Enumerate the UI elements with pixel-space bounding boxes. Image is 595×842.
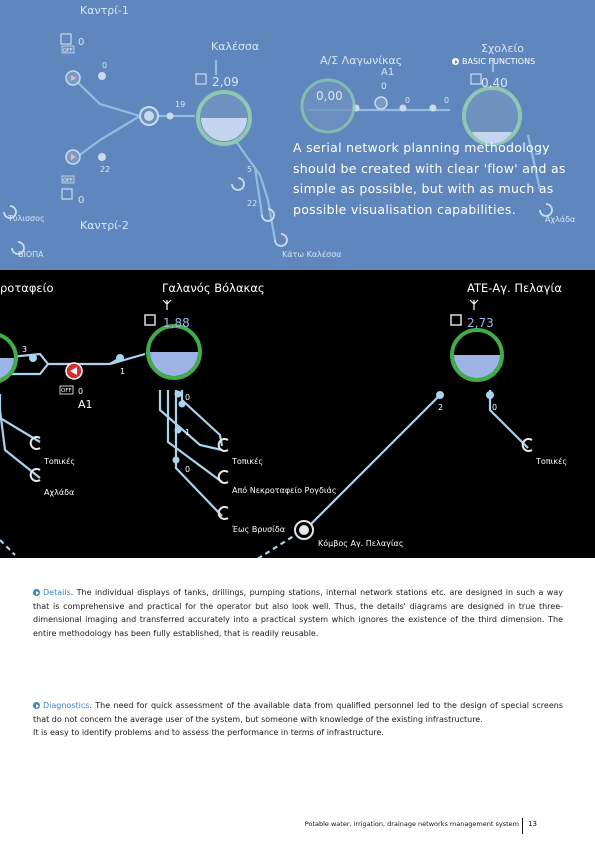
pipe-label: 1 (120, 367, 126, 376)
station-kantri2-value: 0 (78, 195, 85, 206)
pipe-label: 0 (405, 96, 411, 105)
station-galanos-value: 1,88 (163, 316, 190, 330)
node-icon (175, 427, 182, 434)
station-sxoleio-label: Σχολείο (481, 42, 524, 55)
station-lagonikas-label: Α/Σ Λαγωνίκας (320, 54, 403, 67)
popout-icon[interactable] (451, 315, 461, 325)
komvos-node-icon[interactable] (295, 521, 313, 539)
section-tag-label: BASIC FUNCTIONS (462, 57, 536, 66)
dark-network-diagram (0, 270, 595, 558)
node-icon (29, 354, 37, 362)
diagnostics-heading: Diagnostics (43, 701, 90, 710)
off-tag: OFF (63, 178, 73, 184)
diagnostics-paragraph: Diagnostics. The need for quick assessment of the available data from qualified personnel led to the design of special screens that do not concern the average user of the system, but someone with knowledge of the existing infrastructure. It is easy to identify problems and to assess the performance in terms of infrastructure. (33, 701, 563, 738)
consumer-topikes-label: Τοπικές (232, 457, 264, 466)
tank-lagonikas-icon[interactable] (302, 80, 354, 132)
station-ate-label: ATE-Αγ. Πελαγία (467, 281, 562, 295)
station-kalessa-value: 2,09 (212, 75, 239, 89)
pump-icon[interactable] (66, 71, 80, 85)
station-kalessa-label: Καλέσσα (211, 40, 260, 53)
pipe-label: 0 (102, 61, 108, 70)
signal-icon (470, 300, 478, 310)
off-tag: OFF (63, 48, 73, 54)
consumer-icon (219, 439, 228, 451)
komvos-label: Κόμβος Αγ. Πελαγίας (318, 539, 404, 548)
tank-sxoleio-icon[interactable] (464, 88, 520, 144)
node-icon (430, 105, 437, 112)
top-network-panel (0, 0, 595, 270)
pipe-label: 2 (438, 403, 444, 412)
pump-icon[interactable] (375, 97, 387, 109)
dark-network-panel (0, 270, 595, 558)
page-footer (0, 818, 595, 834)
node-icon (98, 153, 106, 161)
footer-divider (522, 818, 523, 834)
valve-zero-label: 0 (78, 387, 84, 396)
pipe-label: 0 (492, 403, 498, 412)
consumer-icon (232, 178, 244, 190)
popout-icon[interactable] (471, 74, 481, 84)
consumer-tolissos-label: Τύλισσος (8, 214, 45, 223)
station-ate-value: 2,73 (467, 316, 494, 330)
pipe-label: 0 (444, 96, 450, 105)
off-tag: OFF (61, 388, 72, 394)
station-kantri1-value: 0 (78, 37, 85, 48)
popout-icon[interactable] (145, 315, 155, 325)
consumer-topikes-label: Τοπικές (44, 457, 76, 466)
consumer-icon (262, 209, 274, 221)
valve-a1-icon[interactable] (66, 363, 82, 379)
station-kantri1-label: Καντρί-1 (80, 4, 129, 17)
tank-kalessa-icon[interactable] (198, 92, 250, 144)
diagnostics-text: The need for quick assessment of the available data from qualified personnel led to the design of special screens that do not concern the average user of the system, but someone with knowledge of the existing infrastructure. (33, 701, 563, 724)
valve-a1-label: A1 (78, 398, 93, 411)
pipe-label: 19 (175, 100, 186, 109)
node-icon (175, 391, 182, 398)
consumer-achlada-label: Αχλάδα (545, 215, 576, 224)
station-galanos-label: Γαλανός Βόλακας (162, 281, 265, 295)
pipe-label: 5 (247, 165, 253, 174)
consumer-icon (219, 471, 228, 483)
junction-core-icon (144, 111, 154, 121)
signal-icon (163, 300, 171, 310)
top-network-diagram (0, 0, 595, 270)
details-paragraph: Details. The individual displays of tanks, drillings, pumping stations, internal network stations etc. are designed in such a way that is comprehensive and practical for the operator but also look well. Thus, the details' diagrams are designed in true three-dimensional imaging and transferred accurately into a practical system which ignores the existence of the third dimension. The entire methodology has been fully established, that is readily reusable. (33, 588, 563, 638)
pipe-label: 22 (100, 165, 111, 174)
station-a1-label: A1 (381, 67, 395, 78)
consumer-viopa-label: ΒΙΟΠΑ (18, 250, 44, 259)
pipe-label: 3 (22, 345, 28, 354)
consumer-icon (275, 234, 287, 246)
node-icon (436, 391, 444, 399)
popout-icon[interactable] (61, 34, 71, 44)
intro-text: A serial network planning methodology should be created with clear 'flow' and as simple as possible, but with as much as possible visualisation capabilities. (293, 140, 566, 217)
section-tag (452, 57, 535, 66)
consumer-nekrotafeio-rogdias-label: Από Νεκροταφείο Ρογδιάς (232, 486, 337, 495)
details-heading: Details (43, 588, 71, 597)
node-icon (116, 354, 124, 362)
footer-title: Potable water, irrigation, drainage networks management system (304, 820, 519, 828)
consumer-topikes-label: Τοπικές (536, 457, 568, 466)
node-icon (486, 391, 494, 399)
diagnostics-text-2: It is easy to identify problems and to assess the performance in terms of infrastructure. (33, 728, 384, 738)
station-kantri2-label: Καντρί-2 (80, 219, 129, 232)
pipe-label: 0 (185, 393, 191, 402)
consumer-achlada-label: Αχλάδα (44, 488, 75, 497)
pipe-label: 22 (247, 199, 258, 208)
play-bullet-icon (452, 58, 459, 65)
page-number: 13 (528, 820, 537, 828)
consumer-kato-kalessa-label: Κάτω Καλέσσα (282, 250, 342, 259)
node-icon (98, 72, 106, 80)
node-icon (173, 457, 180, 464)
station-sxoleio-value: 0,40 (481, 76, 508, 90)
play-bullet-icon (33, 702, 40, 709)
station-lagonikas-value: 0,00 (316, 89, 343, 103)
tank-galanos-icon[interactable] (148, 326, 200, 378)
station-a1-zero: 0 (381, 82, 387, 92)
pump-icon[interactable] (66, 150, 80, 164)
station-nekrotafeio-label: ροταφείο (0, 281, 54, 295)
pipe-label: 0 (185, 465, 191, 474)
tank-ate-icon[interactable] (452, 330, 502, 380)
node-icon (167, 113, 174, 120)
play-bullet-icon (33, 589, 40, 596)
details-text: The individual displays of tanks, drillings, pumping stations, internal network stations etc. are designed in such a way that is comprehensive and practical for the operator but also look well. Thus, the details' diagrams are designed in true three-dimensional imaging and transferred accurately into a practical system which ignores the existence of the third dimension. The entire methodology has been fully established, that is readily reusable. (33, 588, 563, 638)
popout-icon[interactable] (196, 74, 206, 84)
node-icon (400, 105, 407, 112)
consumer-vrysida-label: Έως Βρυσίδα (232, 525, 286, 534)
pipe-label: 1 (185, 428, 191, 437)
popout-icon[interactable] (62, 189, 72, 199)
